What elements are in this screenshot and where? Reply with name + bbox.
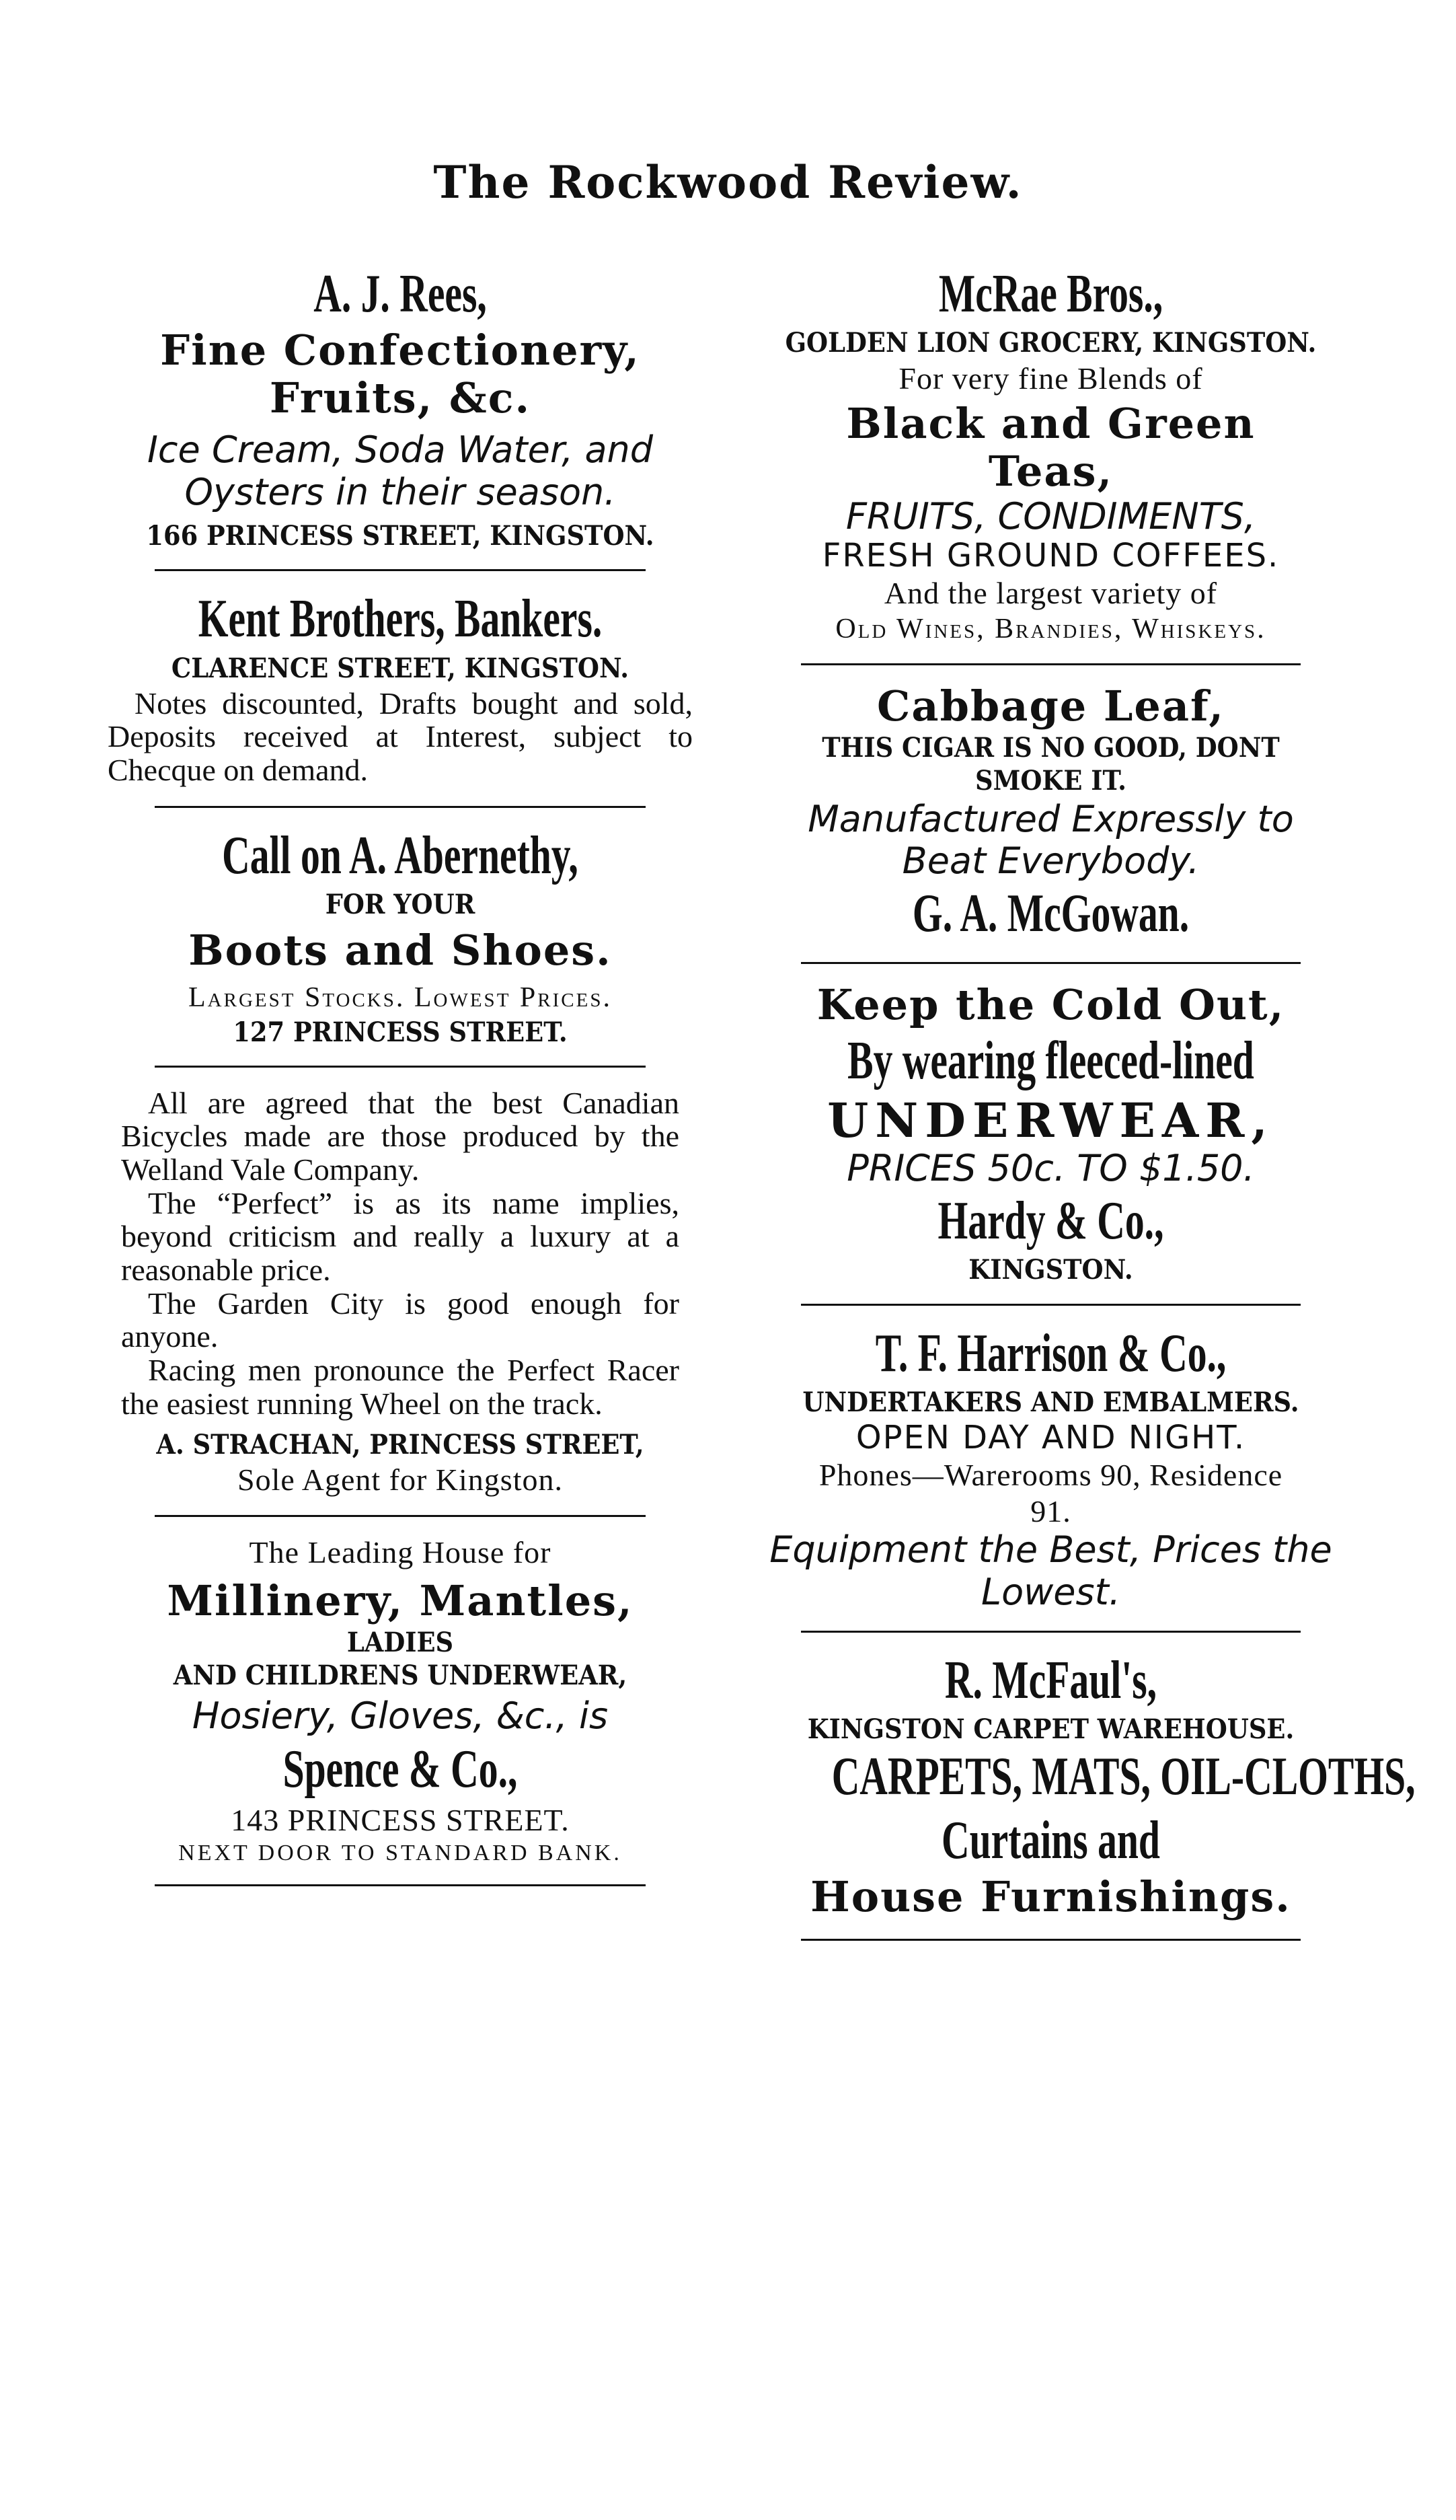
ad-strachan (101, 1086, 699, 1497)
advertiser-name: Hardy & Co., (937, 1191, 1164, 1251)
ad-text: OPEN DAY AND NIGHT. (855, 1419, 1246, 1457)
ad-address: 143 PRINCESS STREET. (231, 1803, 570, 1838)
ad-body: All are agreed that the best Canadian Bicycles made are those produced by the Welland Vale Company. The “Perfect” is as its name implies, beyond criticism and really a luxury at a reasonable price. The Garden City is good enough for anyone. Racing men pronounce the Perfect Racer the easiest running Wheel on the track. (121, 1085, 679, 1421)
ad-text: FOR YOUR (325, 889, 475, 921)
ad-headline: Fine Confectionery, (160, 326, 640, 375)
ad-text: Equipment the Best, Prices the (769, 1528, 1332, 1571)
advertiser-name: A. STRACHAN, PRINCESS STREET, (156, 1428, 644, 1460)
ad-headline: CARPETS, MATS, OIL-CLOTHS, (831, 1747, 1416, 1807)
ad-text: UNDERTAKERS AND EMBALMERS. (802, 1386, 1299, 1418)
right-column (746, 261, 1416, 1960)
divider (801, 1939, 1300, 1941)
ad-text: Manufactured Expressly to (808, 797, 1294, 840)
ad-price: PRICES 50c. TO $1.50. (847, 1146, 1255, 1189)
ad-text: GOLDEN LION GROCERY, KINGSTON. (785, 327, 1317, 359)
ad-text: Ice Cream, Soda Water, and (147, 429, 654, 472)
advertiser-name: McRae Bros., (938, 264, 1163, 324)
advertiser-name: Call on A. Abernethy, (222, 825, 578, 885)
divider (155, 1515, 646, 1517)
divider (801, 962, 1300, 964)
divider (801, 1304, 1300, 1306)
ad-text: Largest Stocks. Lowest Prices. (188, 982, 612, 1014)
ad-text: FRESH GROUND COFFEES. (822, 537, 1280, 575)
divider (155, 1066, 646, 1068)
ad-body: Notes discounted, Drafts bought and sold, Deposits received at Interest, subject to Checque on demand. (108, 685, 693, 788)
divider (801, 663, 1300, 665)
ad-text: By wearing fleeced-lined (847, 1031, 1254, 1090)
divider (155, 806, 646, 808)
ad-mcrae (746, 265, 1355, 644)
ad-text: KINGSTON CARPET WAREHOUSE. (807, 1713, 1295, 1746)
ad-mcfaul (746, 1650, 1416, 1922)
ad-text: AND CHILDRENS UNDERWEAR, (173, 1660, 627, 1692)
ad-text: NEXT DOOR TO STANDARD BANK. (178, 1840, 622, 1865)
left-column (101, 261, 699, 1905)
ad-text: 91. (1030, 1493, 1071, 1528)
ad-hardy (746, 979, 1355, 1286)
ad-headline: House Furnishings. (810, 1872, 1291, 1922)
ad-spence (101, 1536, 699, 1865)
ad-headline: Cabbage Leaf, (877, 681, 1225, 731)
ad-harrison (746, 1325, 1355, 1612)
ad-text: The Leading House for (249, 1535, 551, 1570)
ad-text: Oysters in their season. (184, 470, 616, 513)
ad-headline: Curtains and (942, 1810, 1160, 1870)
divider (155, 569, 646, 571)
ad-address: CLARENCE STREET, KINGSTON. (171, 652, 629, 684)
ad-address: 166 PRINCESS STREET, KINGSTON. (146, 519, 654, 552)
advertiser-name: R. McFaul's, (944, 1650, 1157, 1710)
ad-text: THIS CIGAR IS NO GOOD, DONT (822, 732, 1280, 764)
divider (155, 1884, 646, 1886)
ad-text: For very fine Blends of (898, 361, 1203, 396)
ad-address: KINGSTON. (968, 1254, 1133, 1286)
advertiser-name: Kent Brothers, Bankers. (198, 589, 603, 649)
ad-text: Hosiery, Gloves, &c., is (192, 1695, 609, 1738)
ad-headline: Boots and Shoes. (188, 926, 612, 975)
ad-text: SMOKE IT. (975, 765, 1126, 797)
ad-headline: Millinery, Mantles, (167, 1576, 634, 1626)
ad-text: Lowest. (981, 1570, 1120, 1613)
ad-text: Beat Everybody. (902, 839, 1200, 882)
ad-abernethy (101, 827, 699, 1047)
ad-text: LADIES (346, 1626, 454, 1658)
advertiser-name: T. F. Harrison & Co., (875, 1323, 1227, 1383)
ad-headline: Keep the Cold Out, (816, 979, 1285, 1029)
page-title: The Rockwood Review. (433, 156, 1023, 209)
advertiser-name: A. J. Rees, (313, 264, 487, 324)
ad-address: 127 PRINCESS STREET. (233, 1016, 568, 1048)
ad-headline: Teas, (988, 447, 1114, 496)
ad-rees (101, 265, 699, 550)
ad-headline: UNDERWEAR, (827, 1092, 1274, 1149)
advertiser-name: Spence & Co., (282, 1739, 518, 1799)
ad-headline: Fruits, &c. (269, 373, 531, 423)
ad-headline: Black and Green (846, 399, 1256, 449)
ad-text: And the largest variety of (884, 576, 1218, 611)
ad-text: Sole Agent for Kingston. (237, 1462, 563, 1497)
ad-text: FRUITS, CONDIMENTS, (845, 495, 1256, 538)
ad-kent (101, 590, 699, 787)
divider (801, 1631, 1300, 1633)
ad-text: Old Wines, Brandies, Whiskeys. (835, 613, 1266, 644)
ad-text: Phones—Warerooms 90, Residence (818, 1457, 1283, 1492)
ad-cabbage-leaf (746, 681, 1355, 944)
advertiser-name: G. A. McGowan. (912, 884, 1190, 944)
